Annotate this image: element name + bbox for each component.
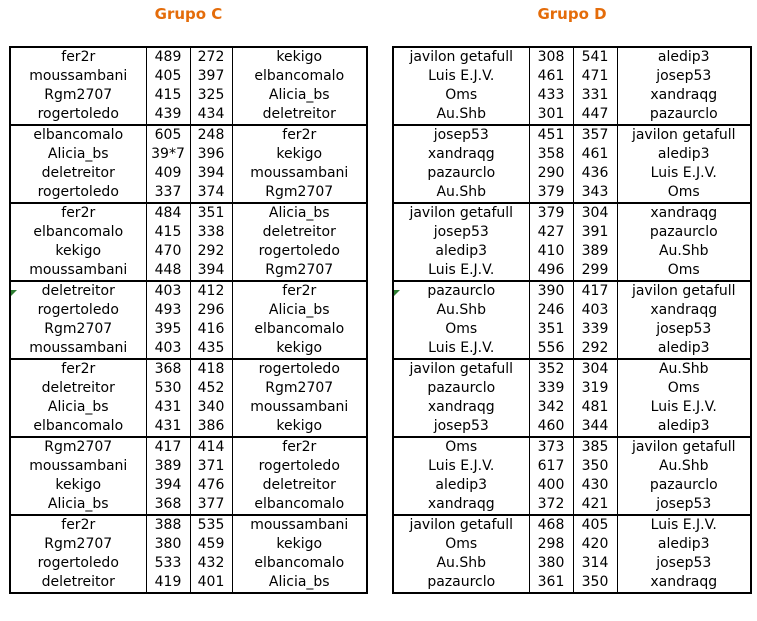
player1-score: 460 [529, 417, 573, 437]
match-row [394, 320, 750, 339]
player2-score: 331 [573, 86, 617, 105]
player2-score: 417 [573, 281, 617, 301]
match-row [11, 515, 366, 535]
player2-score: 325 [190, 86, 232, 105]
match-row [11, 398, 366, 417]
player1-score: 361 [529, 573, 573, 592]
player2-score: 377 [190, 495, 232, 515]
player2-name: aledip3 [617, 535, 750, 554]
player1-name: Luis E.J.V. [428, 340, 495, 356]
player1-name: moussambani [29, 458, 128, 474]
player1-score: 298 [529, 535, 573, 554]
match-row [11, 359, 366, 379]
match-row [394, 417, 750, 437]
match-row [11, 301, 366, 320]
player2-score: 344 [573, 417, 617, 437]
player2-score: 403 [573, 301, 617, 320]
match-row [11, 320, 366, 339]
player2-name: kekigo [232, 417, 366, 437]
player1-score: 556 [529, 339, 573, 359]
player2-score: 371 [190, 457, 232, 476]
player1-score: 389 [146, 457, 190, 476]
player1-name: javilon getafull [394, 203, 529, 223]
player1-score: 439 [146, 105, 190, 125]
match-row [11, 86, 366, 105]
player1-name: deletreitor [41, 165, 115, 181]
player2-name: fer2r [232, 281, 366, 301]
match-row [394, 48, 750, 67]
comment-marker-icon [394, 290, 400, 296]
player1-score: 358 [529, 145, 573, 164]
player1-score: 388 [146, 515, 190, 535]
player1-name: elbancomalo [33, 418, 124, 434]
player1-score: 533 [146, 554, 190, 573]
player2-score: 319 [573, 379, 617, 398]
player2-name: rogertoledo [232, 457, 366, 476]
player1-score: 246 [529, 301, 573, 320]
player1-score: 395 [146, 320, 190, 339]
player1-name: fer2r [11, 203, 146, 223]
player2-score: 389 [573, 242, 617, 261]
player1-score: 470 [146, 242, 190, 261]
player1-score: 352 [529, 359, 573, 379]
player1-name: javilon getafull [394, 515, 529, 535]
player2-score: 432 [190, 554, 232, 573]
player2-score: 374 [190, 183, 232, 203]
match-row [11, 379, 366, 398]
player2-score: 304 [573, 203, 617, 223]
player2-score: 435 [190, 339, 232, 359]
player2-name: Au.Shb [617, 457, 750, 476]
match-row [394, 476, 750, 495]
player2-name: elbancomalo [232, 495, 366, 515]
player2-name: Alicia_bs [232, 86, 366, 105]
player1-score: 415 [146, 86, 190, 105]
match-row [11, 67, 366, 86]
player2-name: Rgm2707 [232, 183, 366, 203]
player2-name: Oms [617, 261, 750, 281]
player1-name: xandraqg [427, 496, 495, 512]
player1-name: Oms [445, 321, 478, 337]
player2-name: fer2r [232, 437, 366, 457]
player2-name: aledip3 [617, 145, 750, 164]
player2-score: 436 [573, 164, 617, 183]
player1-name: moussambani [29, 340, 128, 356]
player2-name: javilon getafull [617, 125, 750, 145]
player1-score: 496 [529, 261, 573, 281]
match-row [394, 301, 750, 320]
player2-score: 420 [573, 535, 617, 554]
match-row [11, 417, 366, 437]
player2-name: deletreitor [232, 223, 366, 242]
player2-score: 343 [573, 183, 617, 203]
player2-score: 350 [573, 457, 617, 476]
match-row [394, 457, 750, 476]
player2-score: 416 [190, 320, 232, 339]
player1-score: 380 [529, 554, 573, 573]
player2-name: xandraqg [617, 203, 750, 223]
player2-name: Luis E.J.V. [617, 398, 750, 417]
player1-name: pazaurclo [427, 165, 496, 181]
player2-score: 292 [190, 242, 232, 261]
player2-score: 430 [573, 476, 617, 495]
player2-name: xandraqg [617, 86, 750, 105]
player2-name: Au.Shb [617, 242, 750, 261]
player1-name: Oms [445, 87, 478, 103]
player2-name: rogertoledo [232, 359, 366, 379]
player2-name: javilon getafull [617, 437, 750, 457]
player1-name: moussambani [29, 68, 128, 84]
player1-score: 530 [146, 379, 190, 398]
match-row [394, 203, 750, 223]
player2-score: 405 [573, 515, 617, 535]
player1-name: Alicia_bs [47, 146, 109, 162]
player2-score: 248 [190, 125, 232, 145]
match-row [394, 164, 750, 183]
player1-score: 433 [529, 86, 573, 105]
player2-score: 434 [190, 105, 232, 125]
match-row [11, 183, 366, 203]
match-row [11, 203, 366, 223]
player1-name: pazaurclo [394, 281, 529, 301]
player2-name: xandraqg [617, 573, 750, 592]
player1-name: Alicia_bs [47, 496, 109, 512]
player1-score: 351 [529, 320, 573, 339]
match-row [394, 379, 750, 398]
player1-score: 394 [146, 476, 190, 495]
player1-name: josep53 [433, 418, 489, 434]
player2-name: pazaurclo [617, 105, 750, 125]
group-title: Grupo C [154, 5, 223, 23]
player1-score: 372 [529, 495, 573, 515]
player1-score: 468 [529, 515, 573, 535]
results-table-group-c [9, 46, 368, 594]
player1-name: kekigo [55, 243, 102, 259]
player2-name: moussambani [232, 164, 366, 183]
player2-name: Au.Shb [617, 359, 750, 379]
match-row [394, 223, 750, 242]
player2-score: 471 [573, 67, 617, 86]
comment-marker-icon [11, 290, 17, 296]
player2-name: Alicia_bs [232, 203, 366, 223]
match-row [11, 457, 366, 476]
player1-name: pazaurclo [427, 380, 496, 396]
player2-score: 357 [573, 125, 617, 145]
match-row [394, 242, 750, 261]
player2-name: moussambani [232, 515, 366, 535]
player2-name: pazaurclo [617, 223, 750, 242]
match-row [394, 86, 750, 105]
player1-name: deletreitor [11, 281, 146, 301]
player1-score: 339 [529, 379, 573, 398]
player1-name: aledip3 [435, 243, 488, 259]
player2-score: 292 [573, 339, 617, 359]
player1-name: deletreitor [41, 380, 115, 396]
player2-score: 394 [190, 164, 232, 183]
player1-score: 461 [529, 67, 573, 86]
player2-score: 418 [190, 359, 232, 379]
player1-score: 342 [529, 398, 573, 417]
player1-name: pazaurclo [427, 574, 496, 590]
player2-name: elbancomalo [232, 320, 366, 339]
player2-score: 338 [190, 223, 232, 242]
player2-score: 299 [573, 261, 617, 281]
player2-name: elbancomalo [232, 67, 366, 86]
player1-name: fer2r [61, 49, 96, 65]
player2-score: 459 [190, 535, 232, 554]
match-row [394, 359, 750, 379]
player2-score: 461 [573, 145, 617, 164]
player1-score: 379 [529, 203, 573, 223]
player1-name: xandraqg [427, 399, 495, 415]
player2-score: 350 [573, 573, 617, 592]
player2-name: Luis E.J.V. [617, 164, 750, 183]
player2-score: 351 [190, 203, 232, 223]
player2-score: 541 [573, 48, 617, 67]
player2-name: Oms [617, 379, 750, 398]
match-row [11, 554, 366, 573]
player2-name: josep53 [617, 554, 750, 573]
player1-name: kekigo [55, 477, 102, 493]
player2-name: kekigo [232, 339, 366, 359]
match-row [394, 495, 750, 515]
player2-score: 452 [190, 379, 232, 398]
player1-name: aledip3 [435, 477, 488, 493]
player2-name: deletreitor [232, 105, 366, 125]
player1-name: elbancomalo [33, 224, 124, 240]
player2-score: 296 [190, 301, 232, 320]
player2-score: 401 [190, 573, 232, 592]
player1-name: Luis E.J.V. [428, 458, 495, 474]
player1-score: 415 [146, 223, 190, 242]
player2-name: Oms [617, 183, 750, 203]
player2-score: 385 [573, 437, 617, 457]
player2-name: josep53 [617, 67, 750, 86]
player1-score: 431 [146, 398, 190, 417]
player1-name: Rgm2707 [44, 87, 113, 103]
match-row [394, 339, 750, 359]
player1-score: 290 [529, 164, 573, 183]
player1-name: moussambani [29, 262, 128, 278]
player2-score: 447 [573, 105, 617, 125]
player2-name: aledip3 [617, 417, 750, 437]
player1-name: Rgm2707 [11, 437, 146, 457]
match-row [394, 437, 750, 457]
player1-score: 379 [529, 183, 573, 203]
player2-score: 272 [190, 48, 232, 67]
player2-name: pazaurclo [617, 476, 750, 495]
player1-name: elbancomalo [11, 125, 146, 145]
player1-score: 431 [146, 417, 190, 437]
player1-name: rogertoledo [37, 106, 119, 122]
match-row [394, 145, 750, 164]
player2-name: josep53 [617, 495, 750, 515]
player1-score: 400 [529, 476, 573, 495]
player1-name: Oms [445, 536, 478, 552]
player1-score: 368 [146, 359, 190, 379]
player1-score: 419 [146, 573, 190, 592]
player1-score: 301 [529, 105, 573, 125]
player1-score: 451 [529, 125, 573, 145]
player2-score: 304 [573, 359, 617, 379]
player1-name: Au.Shb [436, 302, 487, 318]
player2-name: moussambani [232, 398, 366, 417]
player1-name: Au.Shb [436, 106, 487, 122]
player2-name: Luis E.J.V. [617, 515, 750, 535]
player1-score: 493 [146, 301, 190, 320]
player2-name: elbancomalo [232, 554, 366, 573]
player1-name: xandraqg [427, 146, 495, 162]
match-row [11, 105, 366, 125]
player2-score: 394 [190, 261, 232, 281]
player2-score: 412 [190, 281, 232, 301]
player1-name: javilon getafull [409, 49, 514, 65]
player1-name: Au.Shb [436, 184, 487, 200]
match-row [11, 535, 366, 554]
player1-name: Luis E.J.V. [428, 262, 495, 278]
player2-score: 386 [190, 417, 232, 437]
player2-name: Rgm2707 [232, 379, 366, 398]
player1-score: 373 [529, 437, 573, 457]
player1-name: josep53 [394, 125, 529, 145]
player1-name: Rgm2707 [44, 321, 113, 337]
match-row [394, 105, 750, 125]
player1-name: Au.Shb [436, 555, 487, 571]
player1-name: fer2r [11, 359, 146, 379]
match-row [11, 48, 366, 67]
player1-score: 484 [146, 203, 190, 223]
player2-name: kekigo [232, 48, 366, 67]
player2-score: 340 [190, 398, 232, 417]
player2-score: 476 [190, 476, 232, 495]
player2-name: aledip3 [617, 48, 750, 67]
match-row [394, 281, 750, 301]
results-table-group-d [392, 46, 752, 594]
match-row [394, 67, 750, 86]
match-row [11, 437, 366, 457]
player1-name: Luis E.J.V. [428, 68, 495, 84]
match-row [11, 281, 366, 301]
player2-score: 421 [573, 495, 617, 515]
player2-score: 396 [190, 145, 232, 164]
player1-score: 380 [146, 535, 190, 554]
match-row [394, 125, 750, 145]
match-row [394, 535, 750, 554]
match-row [394, 554, 750, 573]
match-row [11, 125, 366, 145]
match-row [11, 495, 366, 515]
player1-score: 405 [146, 67, 190, 86]
match-row [11, 261, 366, 281]
player1-score: 403 [146, 339, 190, 359]
player2-score: 391 [573, 223, 617, 242]
match-row [394, 515, 750, 535]
match-row [394, 573, 750, 592]
match-row [11, 223, 366, 242]
player2-name: josep53 [617, 320, 750, 339]
player1-score: 390 [529, 281, 573, 301]
match-row [11, 164, 366, 183]
player1-score: 417 [146, 437, 190, 457]
player1-name: Alicia_bs [47, 399, 109, 415]
player1-score: 489 [146, 48, 190, 67]
player2-name: Rgm2707 [232, 261, 366, 281]
player1-name: fer2r [11, 515, 146, 535]
player1-score: 368 [146, 495, 190, 515]
player2-score: 397 [190, 67, 232, 86]
player1-score: 308 [529, 48, 573, 67]
player1-score: 410 [529, 242, 573, 261]
player1-name: javilon getafull [394, 359, 529, 379]
match-row [11, 476, 366, 495]
player2-score: 414 [190, 437, 232, 457]
match-row [11, 573, 366, 592]
player2-score: 339 [573, 320, 617, 339]
player2-score: 314 [573, 554, 617, 573]
match-row [11, 339, 366, 359]
match-row [394, 261, 750, 281]
player1-name: deletreitor [41, 574, 115, 590]
player1-score: 409 [146, 164, 190, 183]
player2-name: Alicia_bs [232, 301, 366, 320]
player1-score: 403 [146, 281, 190, 301]
player1-name: josep53 [433, 224, 489, 240]
player1-name: rogertoledo [37, 302, 119, 318]
match-row [11, 145, 366, 164]
player1-name: Oms [394, 437, 529, 457]
player2-name: kekigo [232, 145, 366, 164]
player2-name: kekigo [232, 535, 366, 554]
player2-score: 535 [190, 515, 232, 535]
player1-score: 427 [529, 223, 573, 242]
player2-name: rogertoledo [232, 242, 366, 261]
player1-score: 448 [146, 261, 190, 281]
player1-score: 39*7 [146, 145, 190, 164]
player2-name: deletreitor [232, 476, 366, 495]
match-row [11, 242, 366, 261]
player2-name: fer2r [232, 125, 366, 145]
player2-name: aledip3 [617, 339, 750, 359]
player1-name: rogertoledo [37, 555, 119, 571]
player2-name: xandraqg [617, 301, 750, 320]
player1-score: 337 [146, 183, 190, 203]
player1-name: Rgm2707 [44, 536, 113, 552]
player1-name: rogertoledo [37, 184, 119, 200]
match-row [394, 183, 750, 203]
player1-score: 617 [529, 457, 573, 476]
player1-score: 605 [146, 125, 190, 145]
player2-score: 481 [573, 398, 617, 417]
player2-name: javilon getafull [617, 281, 750, 301]
group-title: Grupo D [537, 5, 607, 23]
player2-name: Alicia_bs [232, 573, 366, 592]
match-row [394, 398, 750, 417]
